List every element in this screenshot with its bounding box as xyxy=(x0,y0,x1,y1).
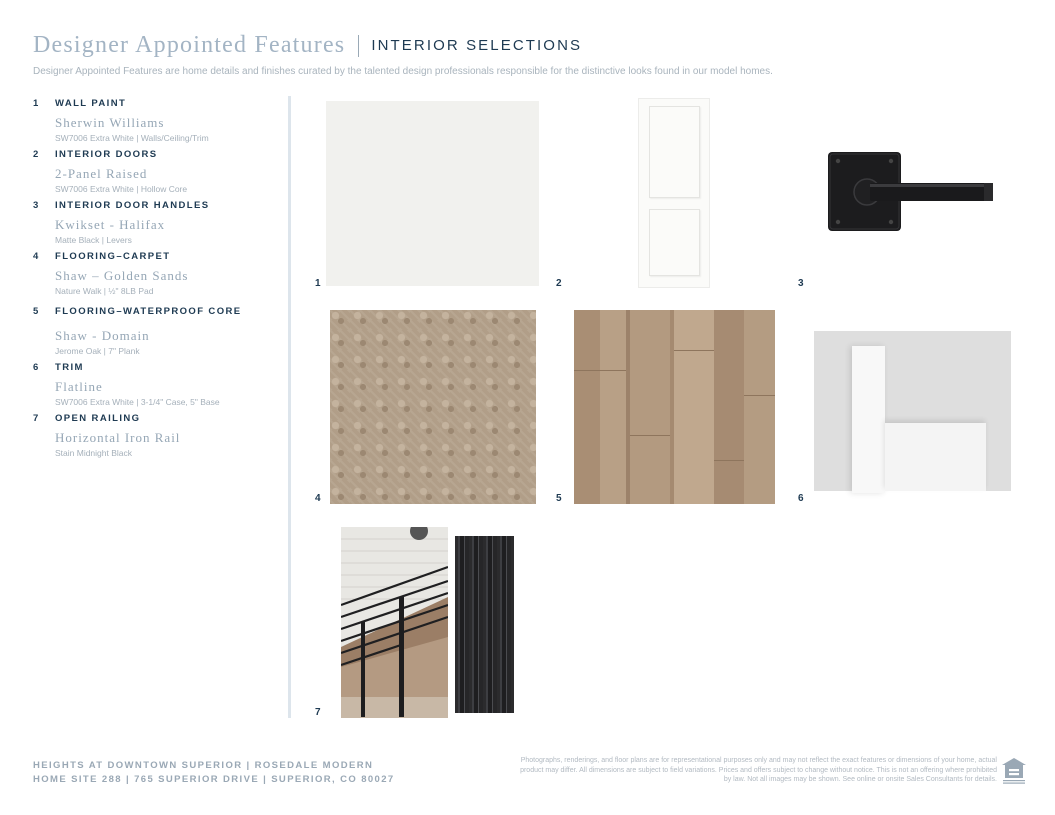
selection-number: 5 xyxy=(33,306,40,317)
selection-number: 6 xyxy=(33,362,40,373)
selection-category: INTERIOR DOORS xyxy=(55,149,158,160)
carpet-swatch xyxy=(330,310,536,504)
page-header xyxy=(33,32,582,59)
trim-casing xyxy=(852,346,885,493)
selection-number: 2 xyxy=(33,149,40,160)
stair-railing-photo xyxy=(341,527,448,718)
selection-category: WALL PAINT xyxy=(55,98,127,109)
selection-item xyxy=(33,306,278,356)
title-divider xyxy=(358,35,359,57)
swatch-number: 7 xyxy=(315,707,321,718)
selection-number: 1 xyxy=(33,98,40,109)
selection-item xyxy=(33,149,278,194)
iron-finish-swatch xyxy=(455,536,514,713)
vertical-divider xyxy=(288,96,291,718)
community-name: HEIGHTS AT DOWNTOWN SUPERIOR | ROSEDALE MODERN xyxy=(33,760,374,771)
wood-plank-swatch xyxy=(574,310,775,504)
selection-details: Stain Midnight Black xyxy=(55,448,133,458)
paint-swatch xyxy=(326,101,539,286)
selection-details: SW7006 Extra White | Walls/Ceiling/Trim xyxy=(55,133,209,143)
selection-item xyxy=(33,98,278,143)
trim-sample-image xyxy=(814,331,1011,491)
swatch-number: 5 xyxy=(556,493,562,504)
selection-details: Nature Walk | ½" 8LB Pad xyxy=(55,286,154,296)
selection-name: Kwikset - Halifax xyxy=(55,217,166,232)
selection-name: Flatline xyxy=(55,379,103,394)
swatch-number: 2 xyxy=(556,278,562,289)
swatch-number: 3 xyxy=(798,278,804,289)
selection-category: OPEN RAILING xyxy=(55,413,141,424)
equal-housing-opportunity-icon xyxy=(1001,757,1027,784)
selection-item xyxy=(33,251,278,296)
selection-category: TRIM xyxy=(55,362,84,373)
swatch-number: 1 xyxy=(315,278,321,289)
legal-disclaimer: Photographs, renderings, and floor plans are for representational purposes only and may not reflect the exact features or dimensions of your home, actual product may differ. All dimensions are subject to field variations. Prices and offers subject to change without notice. This is not an offering where prohibited by law. Not all images may be shown. See online or onsite Sales Consultants for details. xyxy=(520,757,997,783)
door-image xyxy=(638,98,710,288)
home-site-address: HOME SITE 288 | 765 SUPERIOR DRIVE | SUPERIOR, CO 80027 xyxy=(33,774,395,785)
door-panel-upper xyxy=(649,106,700,198)
selection-category: FLOORING–CARPET xyxy=(55,251,171,262)
swatch-number: 6 xyxy=(798,493,804,504)
tagline: Designer Appointed Features are home details and finishes curated by the talented design professionals responsible for the distinctive looks found in our model homes. xyxy=(33,66,773,77)
selection-item xyxy=(33,362,278,407)
swatch-number: 4 xyxy=(315,493,321,504)
selection-details: SW7006 Extra White | Hollow Core xyxy=(55,184,188,194)
selection-item xyxy=(33,413,278,458)
selection-number: 4 xyxy=(33,251,40,262)
selection-item xyxy=(33,200,278,245)
footer-address xyxy=(33,759,395,787)
trim-base xyxy=(885,423,986,491)
selection-category: FLOORING–WATERPROOF CORE xyxy=(55,306,242,317)
selection-details: SW7006 Extra White | 3-1/4" Case, 5" Base xyxy=(55,397,220,407)
door-handle-image xyxy=(824,148,1014,238)
selection-details: Jerome Oak | 7" Plank xyxy=(55,346,140,356)
door-panel-lower xyxy=(649,209,700,276)
selection-number: 7 xyxy=(33,413,40,424)
selection-name: Shaw – Golden Sands xyxy=(55,268,189,283)
selection-name: 2-Panel Raised xyxy=(55,166,148,181)
selection-number: 3 xyxy=(33,200,40,211)
selection-category: INTERIOR DOOR HANDLES xyxy=(55,200,210,211)
selection-name: Shaw - Domain xyxy=(55,328,150,343)
page-title: Designer Appointed Features xyxy=(33,32,346,58)
page-subtitle: INTERIOR SELECTIONS xyxy=(371,37,583,54)
selection-details: Matte Black | Levers xyxy=(55,235,132,245)
selection-name: Sherwin Williams xyxy=(55,115,165,130)
selection-name: Horizontal Iron Rail xyxy=(55,430,181,445)
